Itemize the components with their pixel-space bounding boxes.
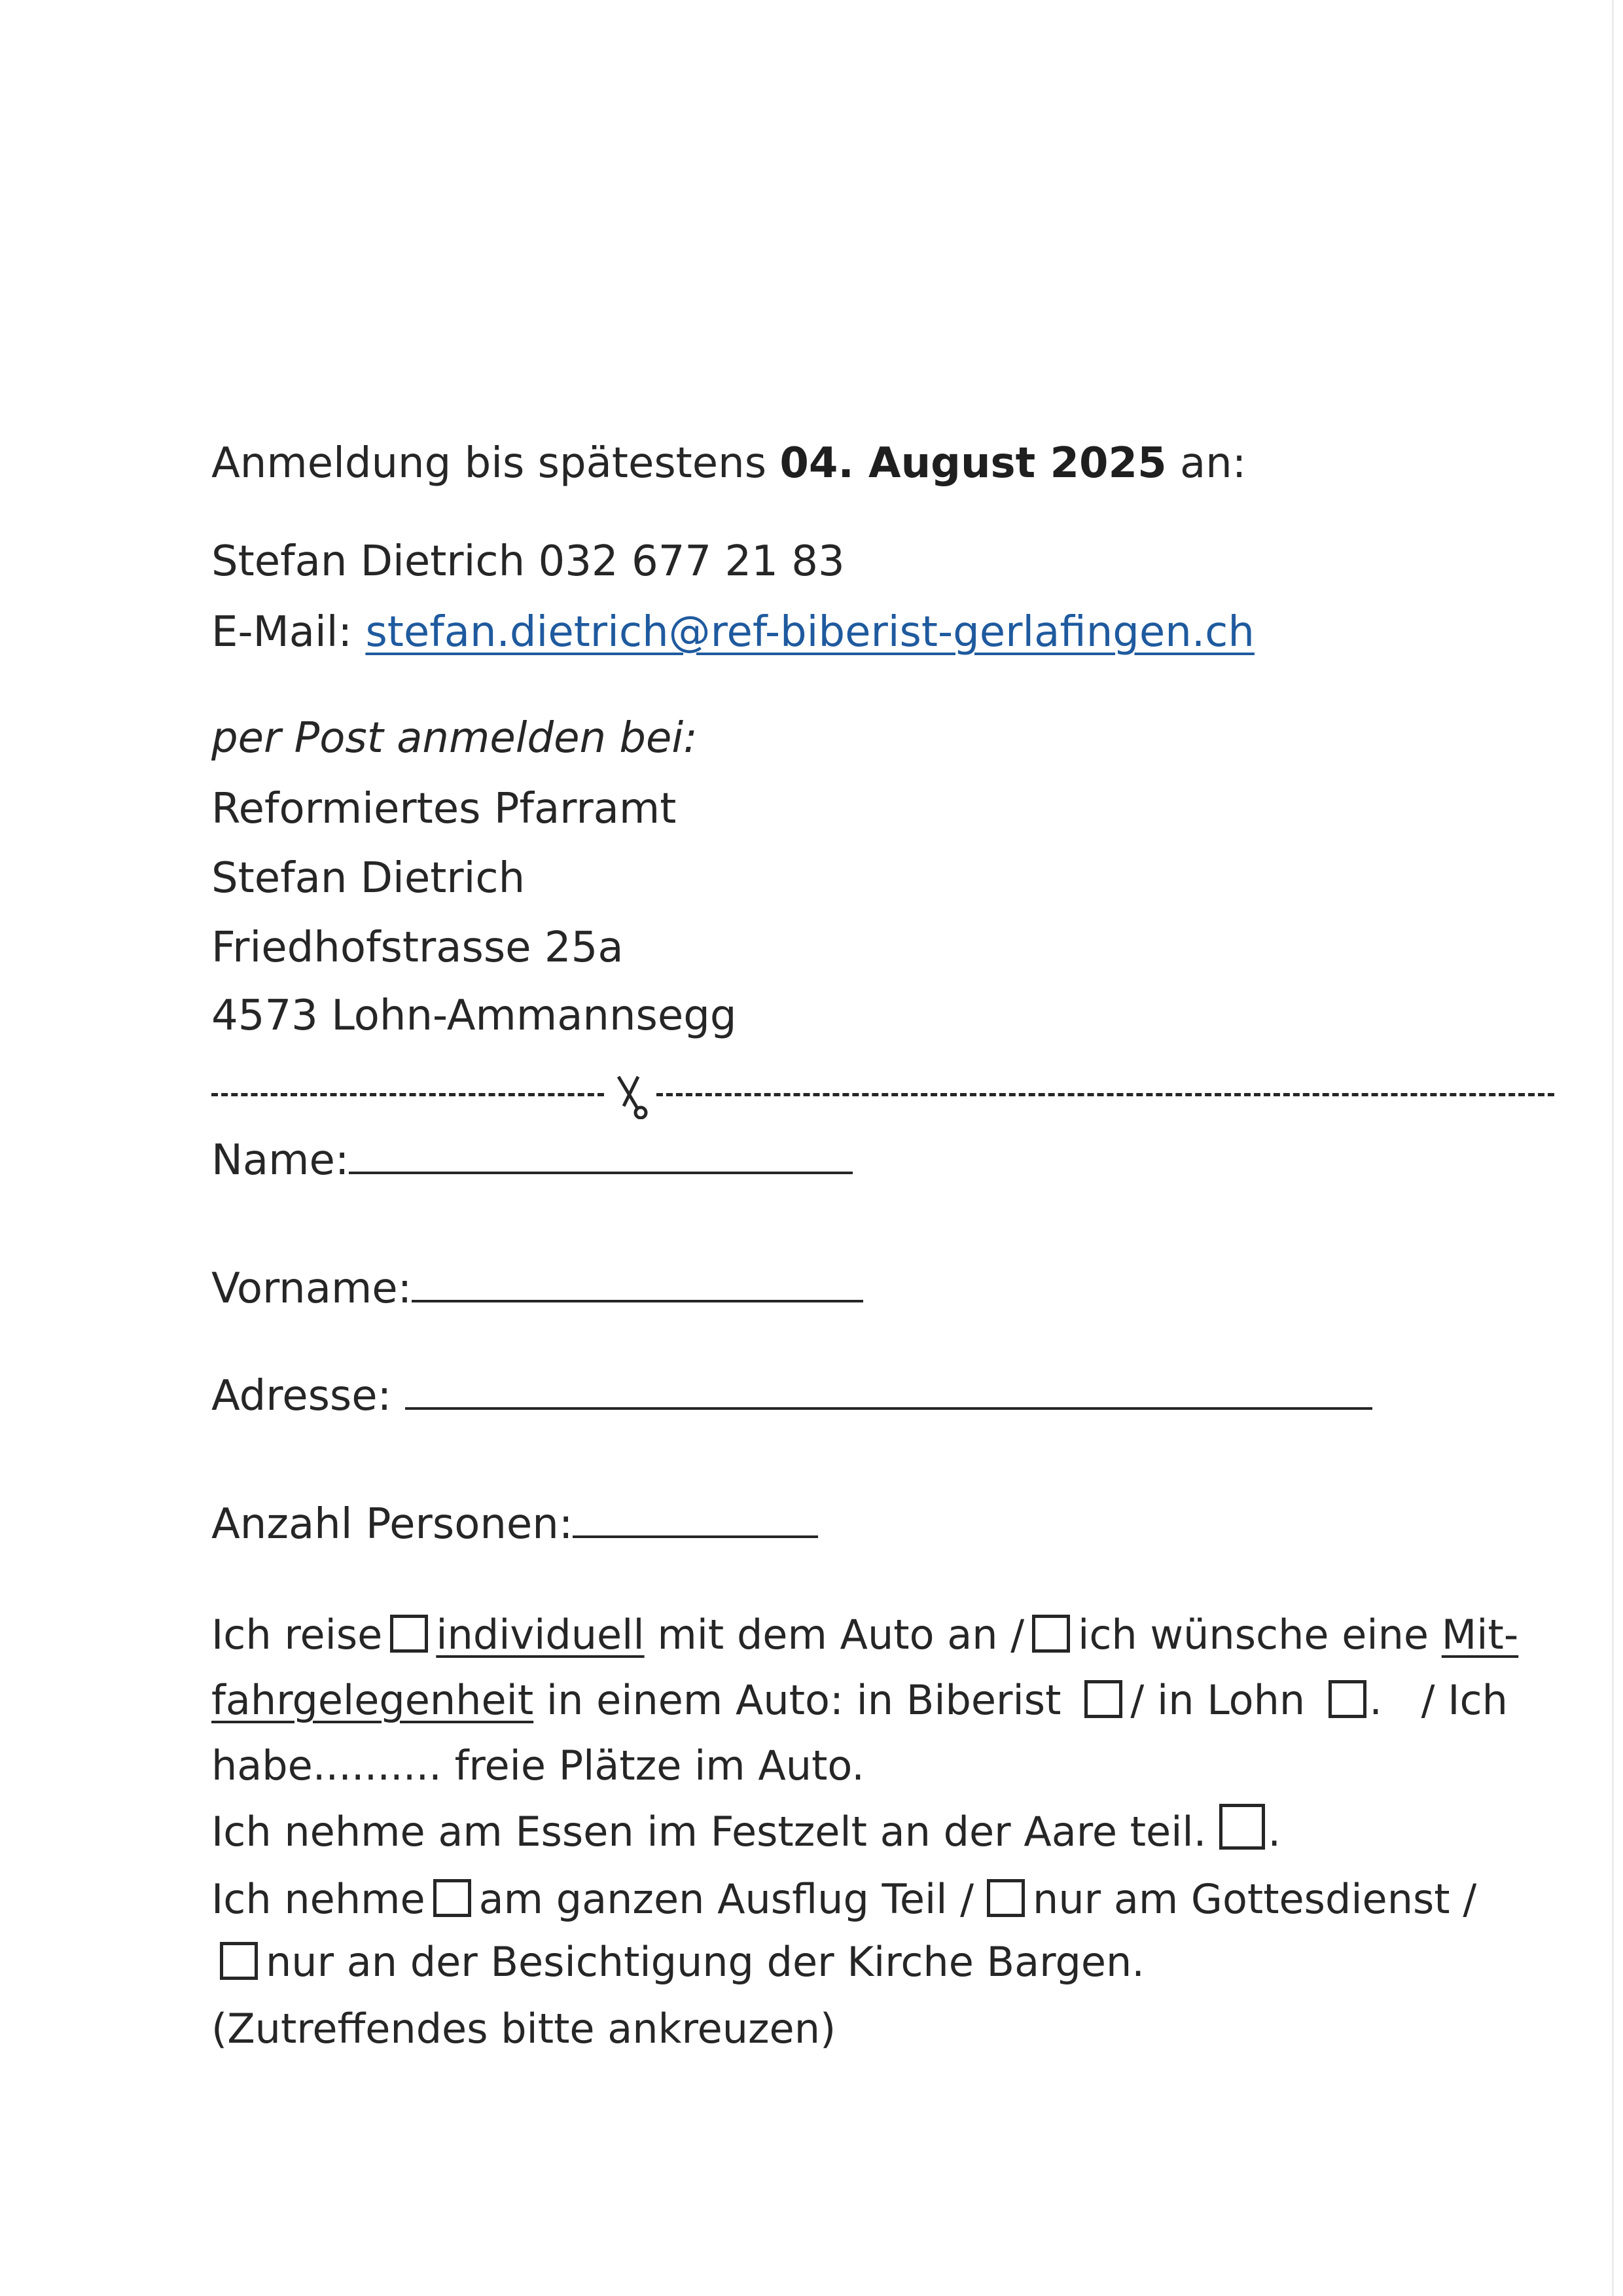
cut-dash-left [211,1093,604,1096]
postal-heading: per Post anmelden bei: [211,714,698,762]
travel-line-2 [211,1668,1533,1733]
travel-text-3: mit dem Auto an / [657,1611,1025,1659]
travel-text-5: Mit- [1441,1611,1519,1659]
page-edge [1612,0,1614,2296]
vorname-input-line[interactable] [412,1261,863,1302]
adresse-label: Adresse: [211,1372,392,1420]
ausflug-text-3: nur am Gottesdienst / [1033,1875,1477,1923]
checkbox-biberist[interactable] [1084,1680,1122,1718]
travel-text-9: . [1369,1676,1382,1724]
ausflug-line-2 [211,1936,1145,1988]
travel-text-10: / Ich [1421,1676,1508,1724]
ausflug-text-4: nur an der Besichtigung der Kirche Bargen. [266,1938,1145,1986]
cut-line [211,1067,1554,1119]
travel-text-7: in einem Auto: in Biberist [546,1676,1061,1724]
name-label: Name: [211,1136,349,1185]
checkbox-ganzer-ausflug[interactable] [433,1879,471,1917]
adresse-field-row [211,1368,1372,1422]
postal-line-4: 4573 Lohn-Ammannsegg [211,992,737,1040]
scissors-icon [612,1073,651,1119]
travel-options [211,1602,1533,1799]
essen-text: Ich nehme am Essen im Festzelt an der Aare teil. [211,1808,1207,1856]
name-field-row [211,1132,853,1187]
vorname-label: Vorname: [211,1265,412,1313]
essen-end: . [1268,1808,1281,1856]
travel-text-1: Ich reise [211,1611,383,1659]
checkbox-lohn[interactable] [1329,1680,1366,1718]
anzahl-label: Anzahl Personen: [211,1500,573,1549]
deadline-prefix: Anmeldung bis spätestens [211,439,767,488]
deadline-line [211,437,1246,490]
contact-name-phone: Stefan Dietrich 032 677 21 83 [211,537,845,586]
name-input-line[interactable] [349,1132,853,1174]
deadline-date: 04. August 2025 [779,439,1167,488]
deadline-suffix: an: [1179,439,1247,488]
instruction-note: (Zutreffendes bitte ankreuzen) [211,2005,836,2053]
checkbox-mitfahrgelegenheit[interactable] [1032,1615,1070,1653]
postal-line-3: Friedhofstrasse 25a [211,924,624,972]
email-link[interactable]: stefan.dietrich@ref-biberist-gerlafingen.ch [365,608,1255,656]
ausflug-line-1 [211,1873,1476,1926]
checkbox-besichtigung[interactable] [220,1942,258,1980]
anzahl-input-line[interactable] [573,1496,818,1538]
travel-line-1 [211,1602,1533,1668]
travel-text-8: / in Lohn [1130,1676,1306,1724]
ausflug-text-2: am ganzen Ausflug Teil / [478,1875,974,1923]
checkbox-gottesdienst[interactable] [987,1879,1025,1917]
essen-line [211,1804,1281,1858]
travel-text-2: individuell [436,1611,645,1659]
postal-line-2: Stefan Dietrich [211,854,526,903]
checkbox-essen[interactable] [1219,1804,1265,1850]
cut-dash-right [656,1093,1554,1096]
travel-line-3: habe.......... freie Plätze im Auto. [211,1742,865,1789]
anzahl-field-row [211,1496,818,1551]
contact-email-line [211,606,1255,658]
travel-text-4: ich wünsche eine [1078,1611,1429,1659]
email-label: E-Mail: [211,608,353,656]
travel-text-6: fahrgelegenheit [211,1676,534,1724]
vorname-field-row [211,1261,863,1315]
ausflug-text-1: Ich nehme [211,1875,425,1923]
postal-line-1: Reformiertes Pfarramt [211,785,677,833]
checkbox-individuell[interactable] [390,1615,428,1653]
adresse-input-line[interactable] [405,1368,1372,1410]
